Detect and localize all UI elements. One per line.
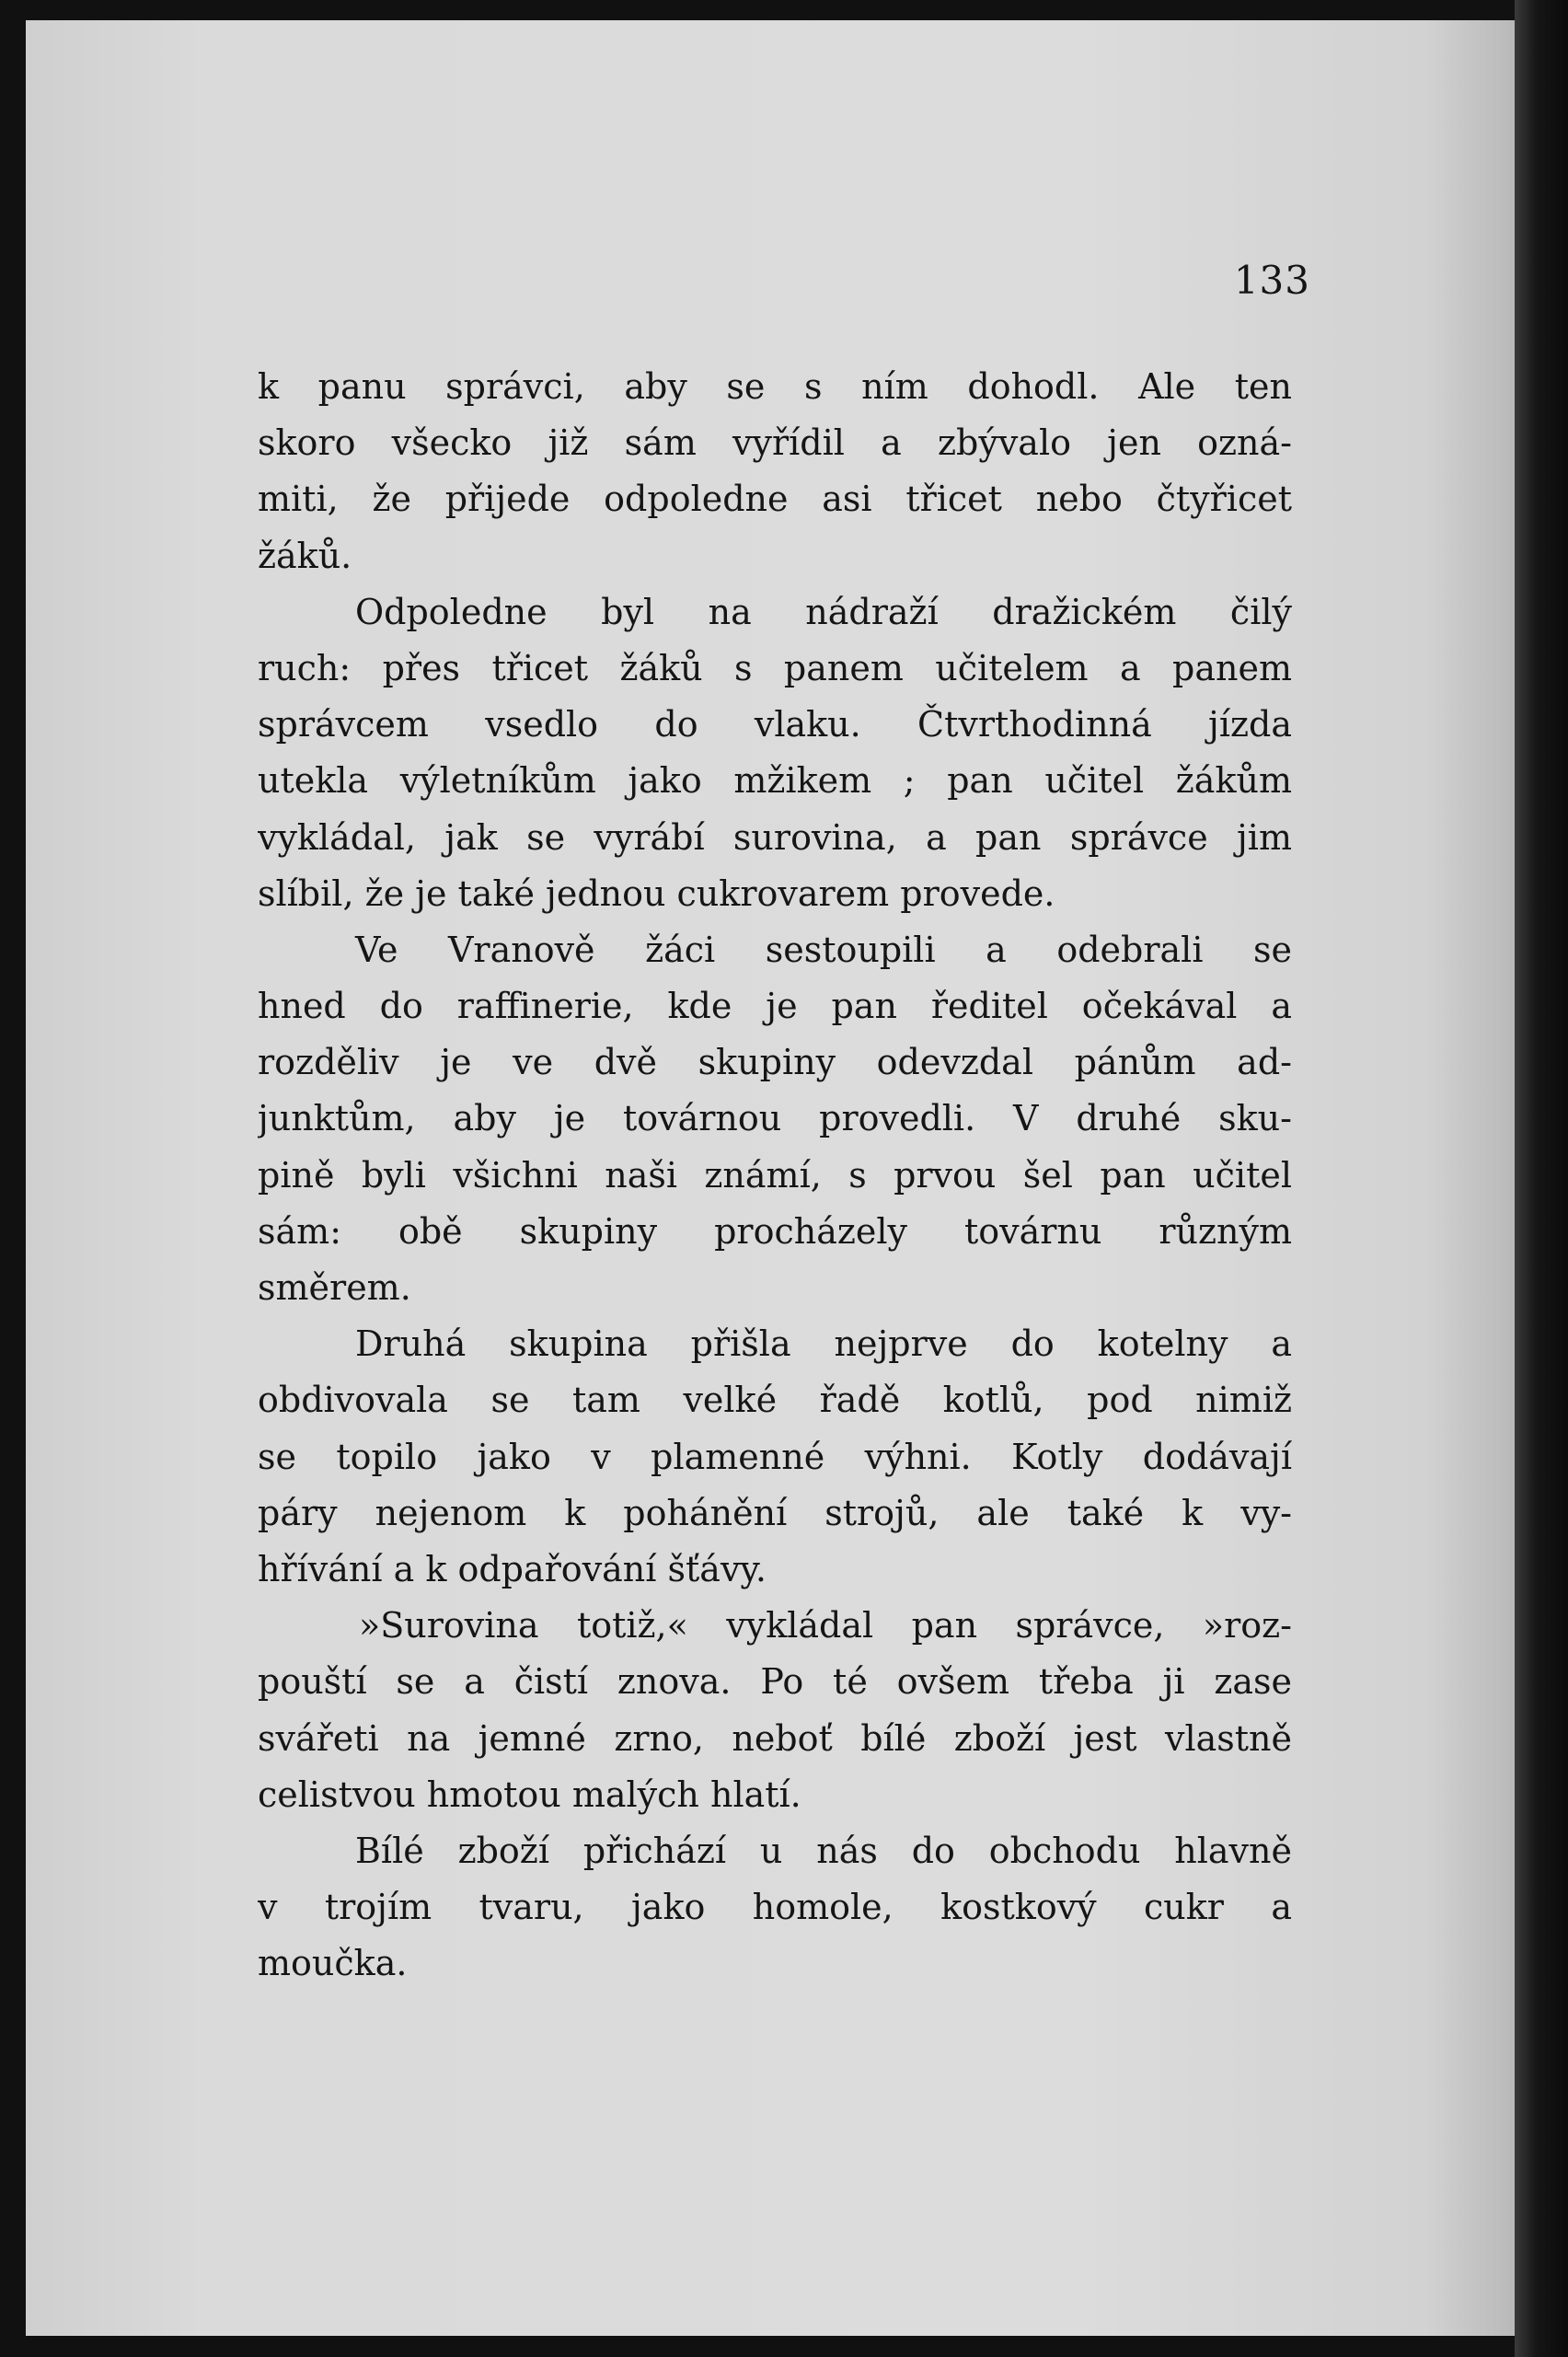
text-line: vykládal, jak se vyrábí surovina, a pan správce jim bbox=[258, 816, 1292, 858]
text-line: svářeti na jemné zrno, neboť bílé zboží jest vlastně bbox=[258, 1717, 1292, 1759]
text-line: hned do raffinerie, kde je pan ředitel očekával a bbox=[258, 986, 1292, 1027]
text-line: slíbil, že je také jednou cukrovarem provede. bbox=[258, 872, 1055, 914]
text-line: Ve Vranově žáci sestoupili a odebrali se bbox=[355, 929, 1292, 970]
text-line: utekla výletníkům jako mžikem ; pan učitel žákům bbox=[258, 760, 1292, 802]
text-line: obdivovala se tam velké řadě kotlů, pod nimiž bbox=[258, 1380, 1292, 1421]
text-line: Druhá skupina přišla nejprve do kotelny a bbox=[355, 1323, 1292, 1365]
text-line: rozděliv je ve dvě skupiny odevzdal pánům ad- bbox=[258, 1042, 1292, 1083]
text-line: správcem vsedlo do vlaku. Čtvrthodinná jízda bbox=[258, 704, 1292, 745]
text-line: páry nejenom k pohánění strojů, ale také k vy- bbox=[258, 1492, 1292, 1533]
scan-edge bbox=[1515, 0, 1568, 2357]
text-line: hřívání a k odpařování šťávy. bbox=[258, 1548, 767, 1589]
body-text bbox=[258, 359, 1292, 1992]
text-line: sám: obě skupiny procházely továrnu různým bbox=[258, 1210, 1292, 1252]
text-line: celistvou hmotou malých hlatí. bbox=[258, 1774, 801, 1815]
text-line: žáků. bbox=[258, 535, 352, 576]
text-line: Odpoledne byl na nádraží dražickém čilý bbox=[355, 591, 1292, 632]
text-line: se topilo jako v plamenné výhni. Kotly dodávají bbox=[258, 1436, 1292, 1477]
page-number: 133 bbox=[1233, 258, 1310, 303]
text-line: pině byli všichni naši známí, s prvou šel pan učitel bbox=[258, 1154, 1292, 1196]
text-line: »Surovina totiž,« vykládal pan správce, »roz- bbox=[359, 1605, 1292, 1646]
text-line: moučka. bbox=[258, 1943, 408, 1984]
text-line: v trojím tvaru, jako homole, kostkový cukr a bbox=[258, 1887, 1292, 1928]
text-line: junktům, aby je továrnou provedli. V druhé sku- bbox=[258, 1098, 1292, 1139]
text-line: k panu správci, aby se s ním dohodl. Ale ten bbox=[258, 366, 1292, 407]
text-line: Bílé zboží přichází u nás do obchodu hlavně bbox=[355, 1830, 1292, 1871]
text-line: pouští se a čistí znova. Po té ovšem třeba ji zase bbox=[258, 1661, 1292, 1703]
text-line: miti, že přijede odpoledne asi třicet nebo čtyřicet bbox=[258, 479, 1292, 520]
text-line: skoro všecko již sám vyřídil a zbývalo jen ozná- bbox=[258, 422, 1292, 464]
text-line: ruch: přes třicet žáků s panem učitelem a panem bbox=[258, 647, 1292, 688]
text-line: směrem. bbox=[258, 1267, 411, 1308]
